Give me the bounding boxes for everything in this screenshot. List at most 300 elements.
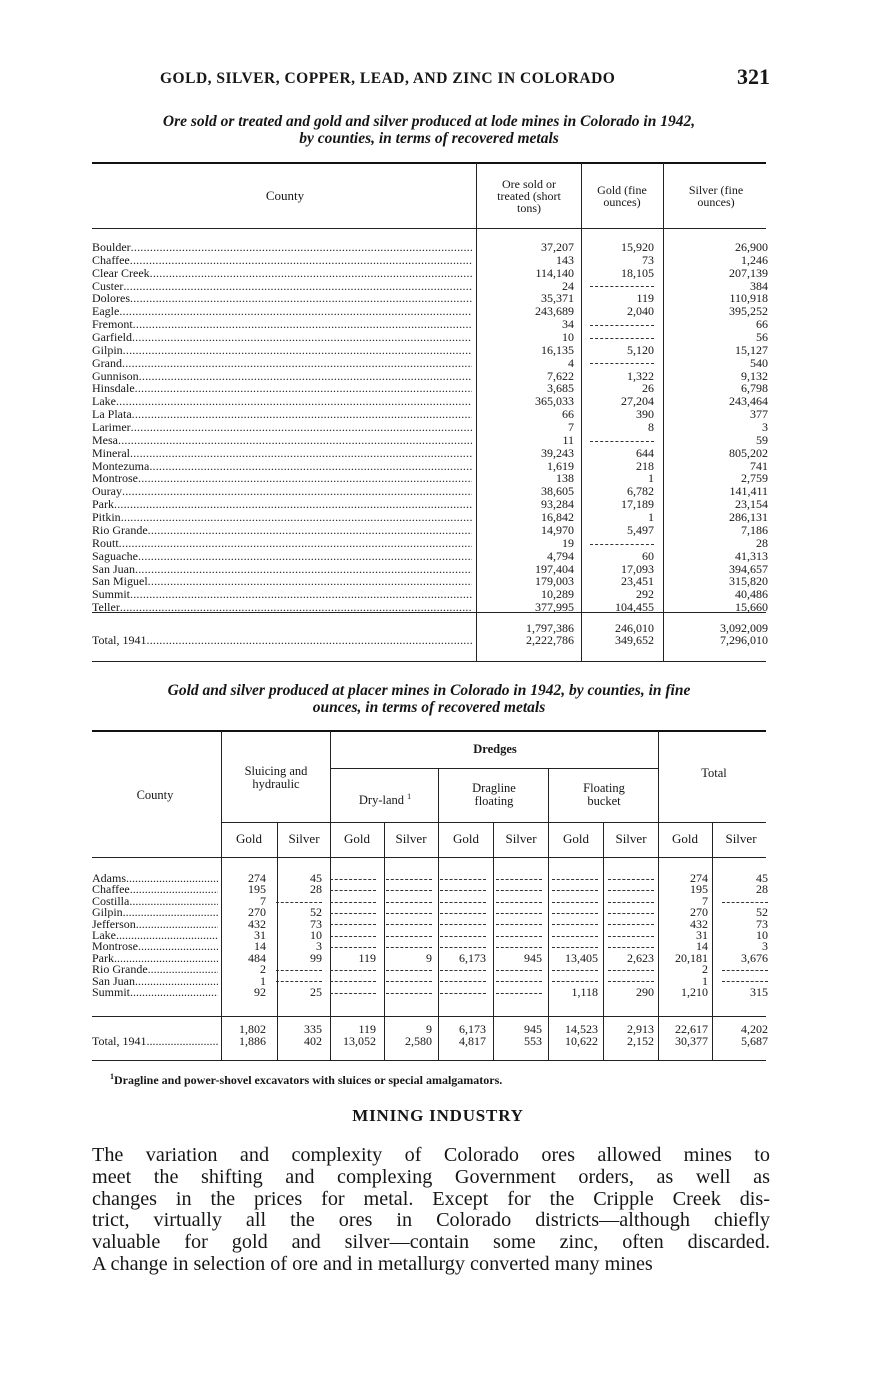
- table1-total-1941-label: Total, 1941 .....: [92, 634, 472, 647]
- table2-cell: 484: [248, 950, 266, 965]
- table2-cell: 4,202: [741, 1022, 768, 1036]
- table2-cell: 5,687: [741, 1034, 768, 1048]
- empty-dash: [496, 947, 542, 948]
- table1-county: Dolores .....: [92, 292, 472, 305]
- table2-cell: 1: [702, 973, 708, 988]
- table2-cell: [548, 929, 598, 941]
- empty-dash: [276, 902, 322, 903]
- table2-cell: [492, 963, 542, 975]
- table1-silver: 805,202: [729, 445, 768, 460]
- table2-header-dragline-l2: floating: [474, 794, 514, 808]
- table2-cell: 119: [358, 950, 376, 965]
- table2-cell: 1,802: [239, 1022, 266, 1036]
- empty-dash: [440, 879, 486, 880]
- table2-caption-line1: Gold and silver produced at placer mines in Colorado in 1942, by counties, in fine: [167, 682, 691, 699]
- table1-silver: 59: [756, 432, 768, 447]
- table2-cell: [602, 918, 654, 930]
- table1-gold: 5,497: [627, 522, 654, 537]
- table2-cell: [438, 918, 486, 930]
- table2-cell: 10: [756, 928, 768, 942]
- table1-ore: 35,371: [541, 291, 574, 306]
- table2-cell: 2: [260, 962, 266, 977]
- table1-ore: 114,140: [535, 265, 574, 280]
- table1-silver: 395,252: [729, 304, 768, 319]
- empty-dash: [330, 879, 376, 880]
- table1-header-ore: [478, 178, 580, 214]
- empty-dash: [330, 913, 376, 914]
- empty-dash: [552, 947, 598, 948]
- table2-subheader-gold: Gold: [672, 831, 698, 846]
- table2-header-dredges: Dredges: [473, 742, 517, 756]
- table2-cell: [382, 872, 432, 884]
- empty-dash: [608, 981, 654, 982]
- table2-cell: 31: [254, 928, 266, 942]
- table1-gold: 17,093: [621, 561, 654, 576]
- body-paragraph: [92, 1145, 770, 1276]
- table1-ore: 37,207: [541, 240, 574, 254]
- table2-cell: 22,617: [675, 1022, 708, 1036]
- table1-row: [92, 460, 768, 473]
- table1-gold: 119: [636, 291, 654, 306]
- empty-dash: [386, 936, 432, 937]
- table2-cell: [330, 975, 376, 987]
- table1-county: Mesa .....: [92, 434, 472, 447]
- running-head: [160, 64, 770, 94]
- table1-header-gold: [582, 184, 662, 208]
- table1-row: [92, 550, 768, 563]
- table2-cell: 3: [316, 939, 322, 954]
- table1-ore: 24: [562, 278, 574, 293]
- table1-silver: 110,918: [729, 291, 768, 306]
- empty-dash: [590, 441, 654, 442]
- table2-top-rule: [92, 730, 766, 732]
- table2-cell: [492, 883, 542, 895]
- table1-gold: 6,782: [627, 484, 654, 499]
- table2-cell: [602, 895, 654, 907]
- table1-ore: 34: [562, 317, 574, 332]
- table2-cell: 119: [358, 1022, 376, 1036]
- empty-dash: [386, 981, 432, 982]
- empty-dash: [552, 890, 598, 891]
- table2-subheader-gold: Gold: [236, 831, 262, 846]
- table2-cell: 73: [756, 916, 768, 931]
- table1-gold: 218: [636, 458, 654, 473]
- table2-cell: 1,118: [571, 985, 598, 999]
- table2-cell: [382, 883, 432, 895]
- table1-silver: 741: [750, 458, 768, 473]
- table1-header-silver: [664, 184, 768, 208]
- table1-silver: 56: [756, 330, 768, 345]
- table1-total-ore: 1,797,386: [526, 621, 574, 635]
- table2-cell: 6,173: [459, 1022, 486, 1036]
- table2-cell: 270: [248, 905, 266, 920]
- table1-silver: 141,411: [729, 484, 768, 499]
- empty-dash: [386, 924, 432, 925]
- table1-row: [92, 370, 768, 383]
- table2-total-1941-row: [92, 1035, 768, 1046]
- table2-cell: 45: [310, 871, 322, 885]
- table2-cell: 945: [524, 1022, 542, 1036]
- table1-gold: 104,455: [615, 600, 654, 615]
- empty-dash: [386, 947, 432, 948]
- table2-header-rule: [92, 857, 766, 858]
- table2-cell: 274: [690, 871, 708, 885]
- table2-county: Costilla .....: [92, 895, 218, 907]
- table2-county: Gilpin .....: [92, 906, 218, 918]
- table1-county: Garfield .....: [92, 331, 472, 344]
- table2-row: [92, 905, 768, 920]
- table2-header-county: County: [136, 788, 174, 802]
- empty-dash: [440, 970, 486, 971]
- table1-silver: 6,798: [741, 381, 768, 396]
- empty-dash: [330, 936, 376, 937]
- table1-gold: [580, 434, 654, 447]
- empty-dash: [590, 544, 654, 545]
- table2-county: Jefferson .....: [92, 918, 218, 930]
- table2-cell: 2,580: [405, 1034, 432, 1048]
- empty-dash: [608, 936, 654, 937]
- table1-county: Saguache .....: [92, 550, 472, 563]
- empty-dash: [330, 970, 376, 971]
- table1-gold: 390: [636, 407, 654, 422]
- table1-ore: 4,794: [547, 548, 574, 563]
- table1-gold: 26: [642, 381, 654, 396]
- empty-dash: [608, 902, 654, 903]
- table1-gold: 292: [636, 587, 654, 602]
- table2-header-dragline-l1: Dragline: [472, 781, 516, 795]
- table2-county: San Juan .....: [92, 975, 218, 987]
- empty-dash: [386, 913, 432, 914]
- table2-cell: 9: [426, 950, 432, 965]
- empty-dash: [440, 981, 486, 982]
- table2-cell: 52: [310, 905, 322, 920]
- empty-dash: [440, 924, 486, 925]
- table1-ore: 197,404: [535, 561, 574, 576]
- table2-cell: [438, 963, 486, 975]
- table1-gold: 17,189: [621, 497, 654, 512]
- table1-row: [92, 344, 768, 357]
- table2-subheader-silver: Silver: [725, 831, 757, 846]
- footnote-text: Dragline and power-shovel excavators with sluices or special amalgamators.: [114, 1073, 503, 1087]
- empty-dash: [590, 363, 654, 364]
- table2-cell: [272, 963, 322, 975]
- table2-subheader-gold: Gold: [563, 831, 589, 846]
- table2-cell: [548, 906, 598, 918]
- paragraph-line: changes in the prices for metal. Except for the Cripple Creek dis-: [92, 1187, 770, 1210]
- table2-cell: [602, 906, 654, 918]
- table1-county: Ouray .....: [92, 485, 472, 498]
- table1-silver: 40,486: [735, 587, 768, 602]
- table2-cell: 31: [696, 928, 708, 942]
- table1-row: [92, 241, 768, 254]
- table2-county: Summit .....: [92, 986, 218, 998]
- empty-dash: [330, 993, 376, 994]
- table2-bottom-rule: [92, 1060, 766, 1061]
- table1-silver: 7,186: [741, 522, 768, 537]
- table1-silver: 286,131: [729, 510, 768, 525]
- table2-subheader-gold: Gold: [344, 831, 370, 846]
- table1-county: Mineral .....: [92, 447, 472, 460]
- table1-ore: 14,970: [541, 522, 574, 537]
- empty-dash: [496, 936, 542, 937]
- table2-row: [92, 952, 768, 963]
- table1-ore: 4: [568, 355, 574, 370]
- table1-silver: 15,127: [735, 342, 768, 357]
- empty-dash: [440, 936, 486, 937]
- table2-dredges-rule: [330, 768, 658, 769]
- table1-silver: 1,246: [741, 252, 768, 267]
- table2-cell: 195: [248, 882, 266, 897]
- table1-county: Chaffee .....: [92, 254, 472, 267]
- table1-gold: 18,105: [621, 265, 654, 280]
- table2-total-row: [92, 1023, 768, 1034]
- table2-cell: 25: [310, 985, 322, 999]
- table1-silver: 207,139: [729, 265, 768, 280]
- table1-gold: 27,204: [621, 394, 654, 409]
- table1-row: [92, 434, 768, 447]
- table2-county: Montrose .....: [92, 940, 218, 952]
- table2-cell: [438, 906, 486, 918]
- table1-county: San Juan .....: [92, 563, 472, 576]
- table2-header-sluicing-l1: Sluicing and: [244, 764, 308, 778]
- table2-cell: 92: [254, 985, 266, 999]
- table1-row: [92, 498, 768, 511]
- table1-header-silver-l2: ounces): [697, 195, 735, 209]
- empty-dash: [440, 947, 486, 948]
- empty-dash: [330, 981, 376, 982]
- table2-row: [92, 918, 768, 929]
- table2-cell: [602, 929, 654, 941]
- table2-cell: 335: [304, 1022, 322, 1036]
- table1-row: [92, 408, 768, 421]
- table1-row: [92, 575, 768, 588]
- table1-row: [92, 254, 768, 267]
- table2-header-floating-l1: Floating: [583, 781, 625, 795]
- table2-cell: 3: [762, 939, 768, 954]
- table1-silver: 377: [750, 407, 768, 422]
- table2-cell: 10,622: [565, 1034, 598, 1048]
- table2-cell: 28: [310, 882, 322, 897]
- table1-header-county: County: [265, 188, 305, 203]
- table1-header-gold-l2: ounces): [603, 195, 641, 209]
- table2-county: Chaffee .....: [92, 883, 218, 895]
- table2-cell: [602, 872, 654, 884]
- table1-county: Pitkin .....: [92, 511, 472, 524]
- table2-cell: 2,913: [627, 1022, 654, 1036]
- table2-cell: [330, 906, 376, 918]
- table1-total-silver: 3,092,009: [720, 621, 768, 635]
- table2-cell: 1,210: [681, 985, 708, 999]
- table1-row: [92, 485, 768, 498]
- table1-row: [92, 588, 768, 601]
- empty-dash: [496, 924, 542, 925]
- table2-county: Park .....: [92, 952, 218, 964]
- table2-cell: [330, 986, 376, 998]
- table1-row: [92, 292, 768, 305]
- table2-row: [92, 929, 768, 940]
- table1-row: [92, 305, 768, 318]
- table1-silver: 540: [750, 355, 768, 370]
- table1-total-1941-gold: 349,652: [615, 633, 654, 647]
- table2-row: [92, 895, 768, 906]
- table1-header-ore-l1: Ore sold or: [502, 177, 556, 191]
- table2-header-floating-l2: bucket: [587, 794, 621, 808]
- empty-dash: [330, 890, 376, 891]
- paragraph-line: meet the shifting and complexing Government orders, as well as: [92, 1165, 770, 1188]
- empty-dash: [440, 913, 486, 914]
- empty-dash: [496, 913, 542, 914]
- running-head-title: GOLD, SILVER, COPPER, LEAD, AND ZINC IN COLORADO: [160, 70, 616, 87]
- empty-dash: [552, 902, 598, 903]
- table2-cell: 28: [756, 882, 768, 897]
- table2-cell: 402: [304, 1034, 322, 1048]
- table2-subheader-silver: Silver: [615, 831, 647, 846]
- table1-caption: [92, 113, 766, 147]
- empty-dash: [330, 924, 376, 925]
- table1-ore: 10,289: [541, 587, 574, 602]
- table2-cell: [330, 918, 376, 930]
- table2-cell: 14,523: [565, 1022, 598, 1036]
- table1-ore: 179,003: [535, 574, 574, 589]
- table2-cell: 1,886: [239, 1034, 266, 1048]
- table2-cell: [492, 929, 542, 941]
- table1-silver: 384: [750, 278, 768, 293]
- table2-cell: 2: [702, 962, 708, 977]
- table2-cell: [602, 963, 654, 975]
- section-title: MINING INDUSTRY: [352, 1106, 524, 1125]
- table1-gold: 644: [636, 445, 654, 460]
- table1-row: [92, 447, 768, 460]
- table2-cell: 14: [254, 939, 266, 954]
- empty-dash: [276, 981, 322, 982]
- table2-cell: [548, 872, 598, 884]
- table2-cell: 52: [756, 905, 768, 920]
- empty-dash: [496, 970, 542, 971]
- empty-dash: [552, 913, 598, 914]
- table1-county: Montezuma .....: [92, 460, 472, 473]
- table2-cell: 945: [524, 950, 542, 965]
- table1-header-gold-l1: Gold (fine: [597, 183, 647, 197]
- page-number: 321: [737, 64, 770, 89]
- table1-ore: 38,605: [541, 484, 574, 499]
- table2-cell: [492, 872, 542, 884]
- table1-ore: 7: [568, 420, 574, 435]
- empty-dash: [552, 879, 598, 880]
- table2-cell: [438, 929, 486, 941]
- table1-county: Larimer .....: [92, 421, 472, 434]
- table1-total-gold: 246,010: [615, 621, 654, 635]
- table2-cell: [330, 963, 376, 975]
- table1-county: Park .....: [92, 498, 472, 511]
- table2-cell: 1: [260, 973, 266, 988]
- empty-dash: [440, 993, 486, 994]
- table1-silver: 66: [756, 317, 768, 332]
- table2-cell: 195: [690, 882, 708, 897]
- table2-cell: 73: [310, 916, 322, 931]
- table1-ore: 16,135: [541, 342, 574, 357]
- footnote-mark: 1: [110, 1072, 114, 1081]
- empty-dash: [496, 879, 542, 880]
- table2-cell: 10: [310, 928, 322, 942]
- table1-total-1941-silver: 7,296,010: [720, 633, 768, 647]
- empty-dash: [330, 902, 376, 903]
- table2-total-1941-label: Total, 1941 .....: [92, 1035, 218, 1047]
- empty-dash: [608, 913, 654, 914]
- table2-county: Lake .....: [92, 929, 218, 941]
- table1-county: Eagle .....: [92, 305, 472, 318]
- table1-row: [92, 357, 768, 370]
- table1-row: [92, 563, 768, 576]
- empty-dash: [590, 286, 654, 287]
- table1-county: San Miguel .....: [92, 575, 472, 588]
- table1-row: [92, 280, 768, 293]
- empty-dash: [386, 993, 432, 994]
- table1-county: La Plata .....: [92, 408, 472, 421]
- paragraph-line: A change in selection of ore and in metallurgy converted many mines: [92, 1252, 653, 1275]
- empty-dash: [552, 936, 598, 937]
- empty-dash: [386, 902, 432, 903]
- table2-header-sluicing-l2: hydraulic: [252, 777, 300, 791]
- table2-subheader-silver: Silver: [288, 831, 320, 846]
- table2-subheader-silver: Silver: [395, 831, 427, 846]
- table2-cell: [382, 918, 432, 930]
- table2-cell: [492, 975, 542, 987]
- table2-subheader-silver: Silver: [505, 831, 537, 846]
- table1-ore: 66: [562, 407, 574, 422]
- table1-ore: 7,622: [547, 368, 574, 383]
- table2-cell: 432: [690, 916, 708, 931]
- table1-row: [92, 395, 768, 408]
- empty-dash: [608, 970, 654, 971]
- table2-cell: [548, 883, 598, 895]
- table1-ore: 143: [556, 252, 574, 267]
- table2-cell: [492, 918, 542, 930]
- empty-dash: [496, 890, 542, 891]
- table1-row: [92, 524, 768, 537]
- table1-ore: 377,995: [535, 600, 574, 615]
- table2-cell: [548, 918, 598, 930]
- table2-cell: [438, 986, 486, 998]
- table2-cell: [382, 906, 432, 918]
- table2-cell: [330, 872, 376, 884]
- table1-caption-line1: Ore sold or treated and gold and silver produced at lode mines in Colorado in 1942,: [162, 113, 696, 130]
- table2-header-dragline: [440, 782, 548, 808]
- table2-header-floating: [550, 782, 658, 808]
- table1-top-rule: [92, 162, 766, 164]
- table2-cell: [548, 963, 598, 975]
- table1-gold: 1: [648, 471, 654, 486]
- table2-cell: 99: [310, 950, 322, 965]
- table1-gold: 60: [642, 548, 654, 563]
- table1-row: [92, 472, 768, 485]
- table2-cell: [382, 929, 432, 941]
- table1-caption-line2: by counties, in terms of recovered metals: [299, 130, 559, 147]
- table2-subheader-gold: Gold: [453, 831, 479, 846]
- paragraph-line: valuable for gold and silver—contain some zinc, often discarded.: [92, 1231, 770, 1254]
- table1-ore: 16,842: [541, 510, 574, 525]
- table1-header-rule: [92, 228, 766, 229]
- table1-silver: 9,132: [741, 368, 768, 383]
- table2-subheader-rule: [222, 822, 766, 823]
- table2-caption-line2: ounces, in terms of recovered metals: [312, 699, 546, 716]
- table2-cell: [714, 963, 768, 975]
- empty-dash: [386, 890, 432, 891]
- table1-row: [92, 318, 768, 331]
- empty-dash: [276, 970, 322, 971]
- table1-ore: 11: [562, 432, 574, 447]
- table1-gold: 1,322: [627, 368, 654, 383]
- table2-cell: 3,676: [741, 950, 768, 965]
